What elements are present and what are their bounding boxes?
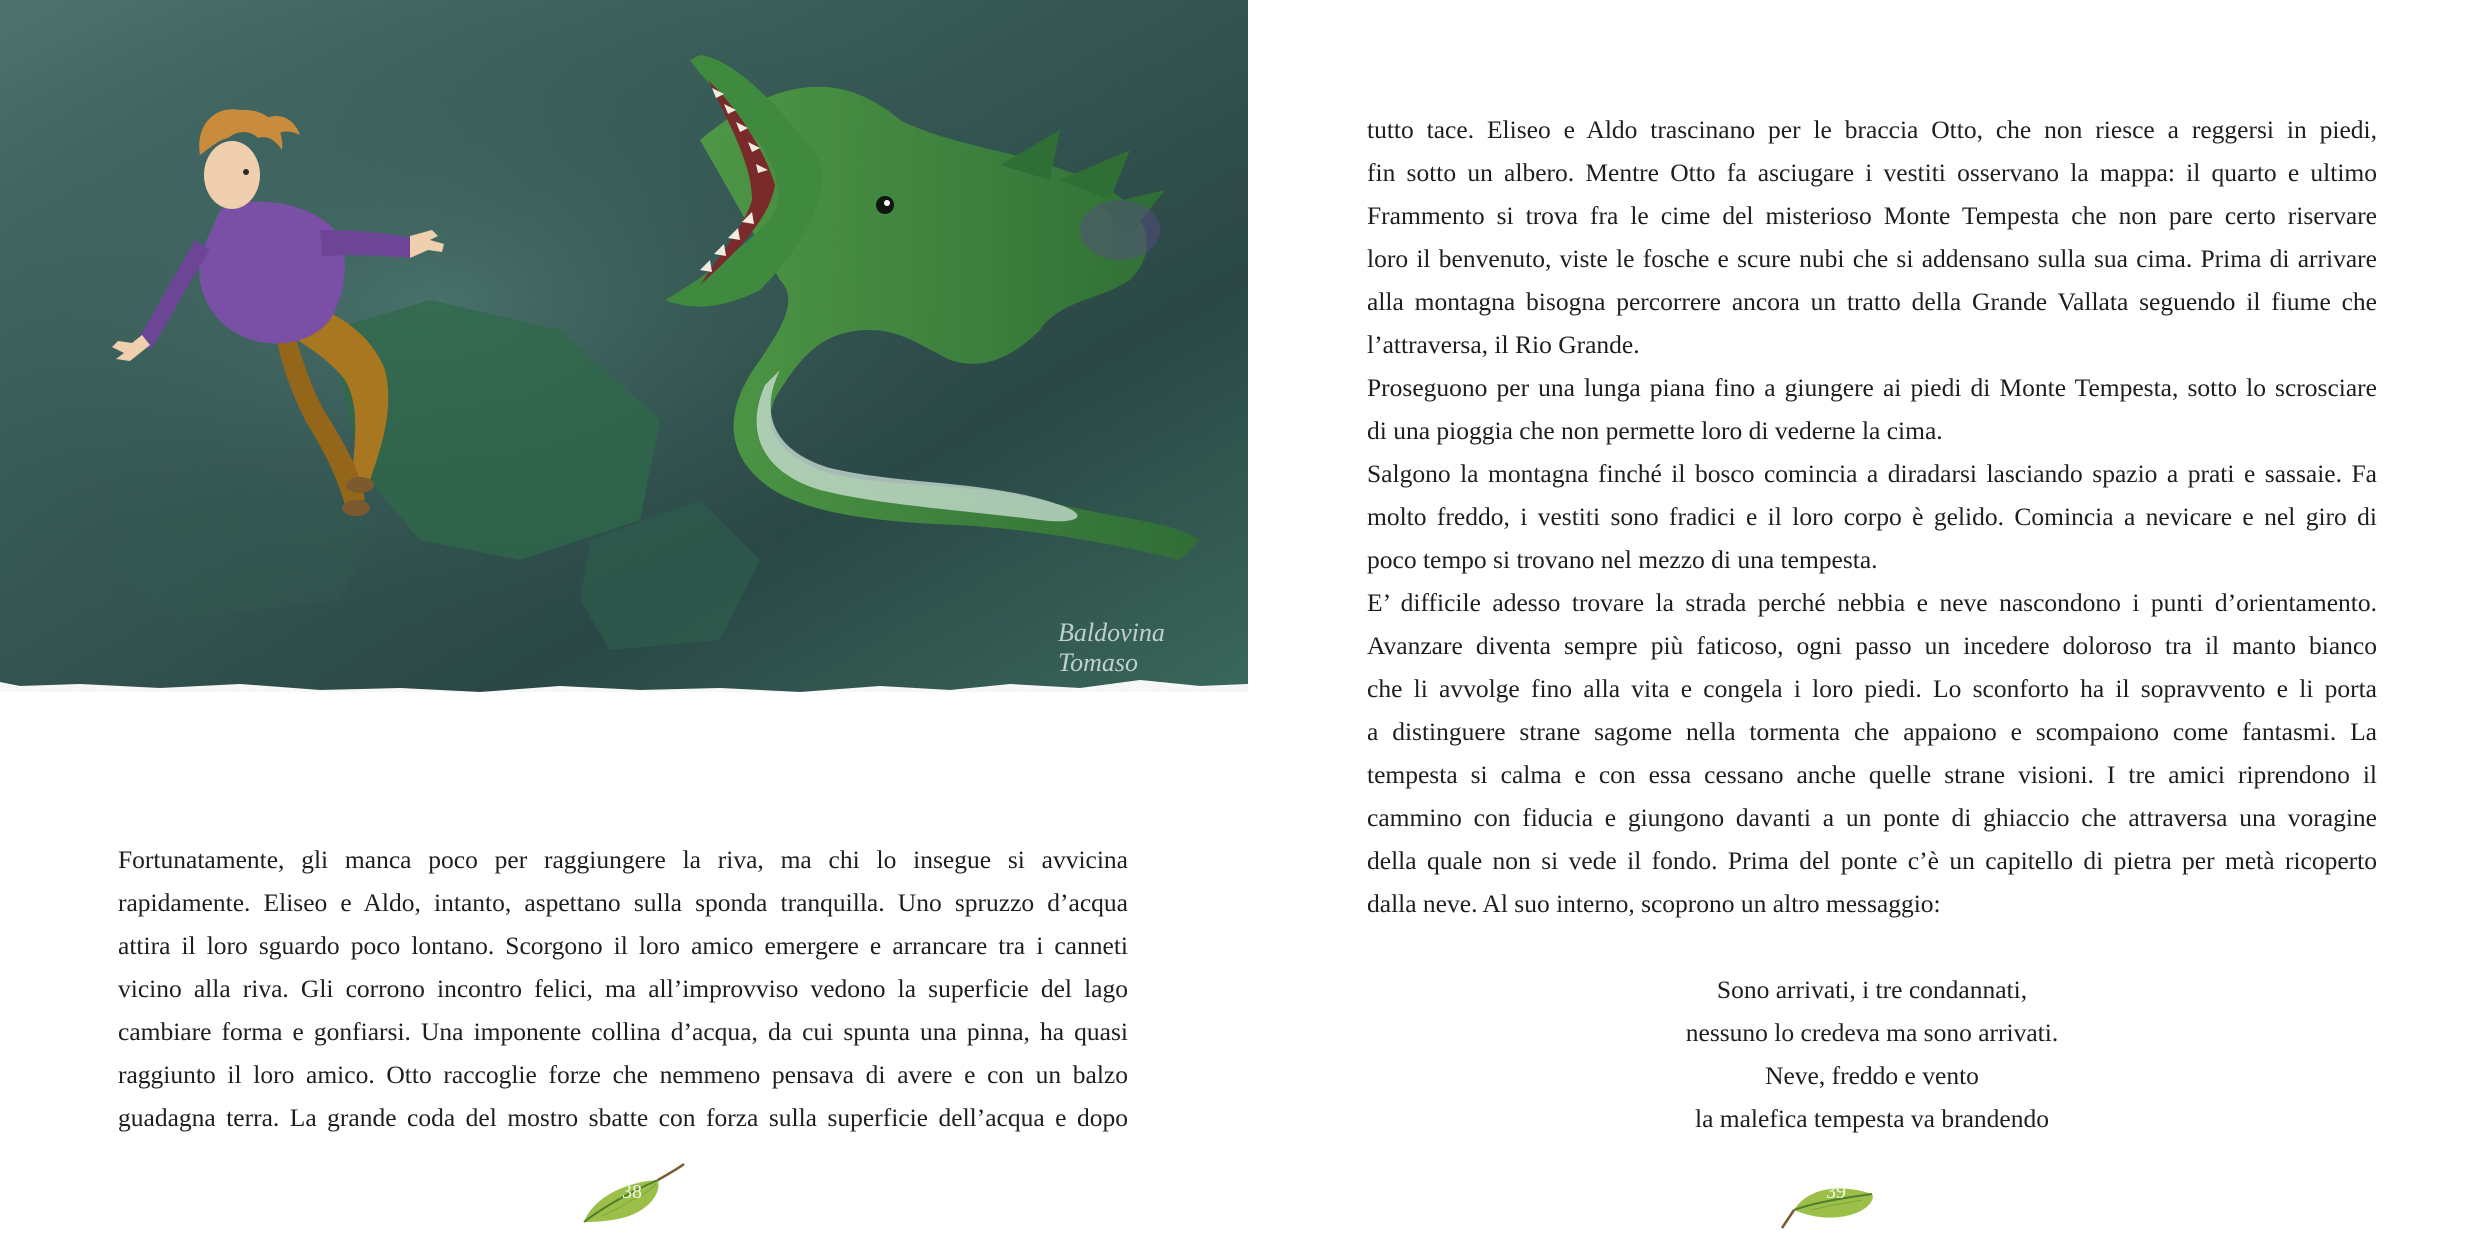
poem-line: la malefica tempesta va brandendo [1695, 1104, 2049, 1133]
poem [1367, 968, 2377, 1140]
illustration [0, 0, 1248, 700]
text-line: molto freddo, i vestiti sono fradici e il loro corpo è gelido. Comincia a nevicare e nel giro di [1367, 502, 2377, 531]
poem-line: Sono arrivati, i tre condannati, [1716, 975, 2028, 1004]
text-line: vicino alla riva. Gli corrono incontro felici, ma all’improvviso vedono la superficie del lago [118, 974, 1128, 1003]
text-line: che li avvolge fino alla vita e congela i loro piedi. Lo sconforto ha il sopravvento e li porta [1367, 674, 2377, 703]
left-paragraph [118, 838, 1128, 1139]
text-line: della quale non si vede il fondo. Prima del ponte c’è un capitello di pietra per metà ricoperto [1367, 846, 2377, 875]
page-number-left [572, 1160, 692, 1230]
poem-line: nessuno lo credeva ma sono arrivati. [1685, 1018, 2059, 1047]
left-page [0, 0, 1240, 1241]
text-line: Fortunatamente, gli manca poco per raggiungere la riva, ma chi lo insegue si avvicina [118, 845, 1128, 874]
text-line: Avanzare diventa sempre più faticoso, ogni passo un incedere doloroso tra il manto bianco [1367, 631, 2377, 660]
text-line: tutto tace. Eliseo e Aldo trascinano per le braccia Otto, che non riesce a reggersi in piedi, [1367, 115, 2377, 144]
text-line: loro il benvenuto, viste le fosche e scure nubi che si addensano sulla sua cima. Prima di arrivare [1367, 244, 2377, 273]
text-line: attira il loro sguardo poco lontano. Scorgono il loro amico emergere e arrancare tra i canneti [118, 931, 1128, 960]
text-line: di una pioggia che non permette loro di vederne la cima. [1367, 416, 1943, 445]
right-paragraphs [1367, 108, 2377, 925]
page-number: 38 [622, 1181, 642, 1203]
text-line: Frammento si trova fra le cime del misterioso Monte Tempesta che non pare certo riservare [1367, 201, 2377, 230]
text-line: poco tempo si trovano nel mezzo di una tempesta. [1367, 545, 1878, 574]
text-line: tempesta si calma e con essa cessano anche quelle strane visioni. I tre amici riprendono il [1367, 760, 2377, 789]
text-line: a distinguere strane sagome nella tormenta che appaiono e scompaiono come fantasmi. La [1367, 717, 2377, 746]
text-line: rapidamente. Eliseo e Aldo, intanto, aspettano sulla sponda tranquilla. Uno spruzzo d’acqua [118, 888, 1128, 917]
illustration-painting [0, 0, 1248, 700]
poem-line: Neve, freddo e vento [1765, 1061, 1979, 1090]
text-line: raggiunto il loro amico. Otto raccoglie forze che nemmeno pensava di avere e con un balzo [118, 1060, 1128, 1089]
text-line: fin sotto un albero. Mentre Otto fa asciugare i vestiti osservano la mappa: il quarto e ultimo [1367, 158, 2377, 187]
artist-signature: Baldovina Tomaso [1058, 618, 1165, 677]
page-number-right [1776, 1160, 1896, 1230]
text-line: cammino con fiducia e giungono davanti a un ponte di ghiaccio che attraversa una voragine [1367, 803, 2377, 832]
page-number: 39 [1826, 1181, 1846, 1203]
text-line: Proseguono per una lunga piana fino a giungere ai piedi di Monte Tempesta, sotto lo scrosciare [1367, 373, 2377, 402]
text-line: Salgono la montagna finché il bosco comincia a diradarsi lasciando spazio a prati e sassaie. Fa [1367, 459, 2377, 488]
text-line: cambiare forma e gonfiarsi. Una imponente collina d’acqua, da cui spunta una pinna, ha quasi [118, 1017, 1128, 1046]
text-line: dalla neve. Al suo interno, scoprono un altro messaggio: [1367, 889, 1941, 918]
text-line: alla montagna bisogna percorrere ancora un tratto della Grande Vallata seguendo il fiume che [1367, 287, 2377, 316]
text-line: E’ difficile adesso trovare la strada perché nebbia e neve nascondono i punti d’orientamento. [1367, 588, 2377, 617]
text-line: guadagna terra. La grande coda del mostro sbatte con forza sulla superficie dell’acqua e dopo [118, 1103, 1128, 1132]
right-page [1240, 0, 2481, 1241]
text-line: l’attraversa, il Rio Grande. [1367, 330, 1640, 359]
